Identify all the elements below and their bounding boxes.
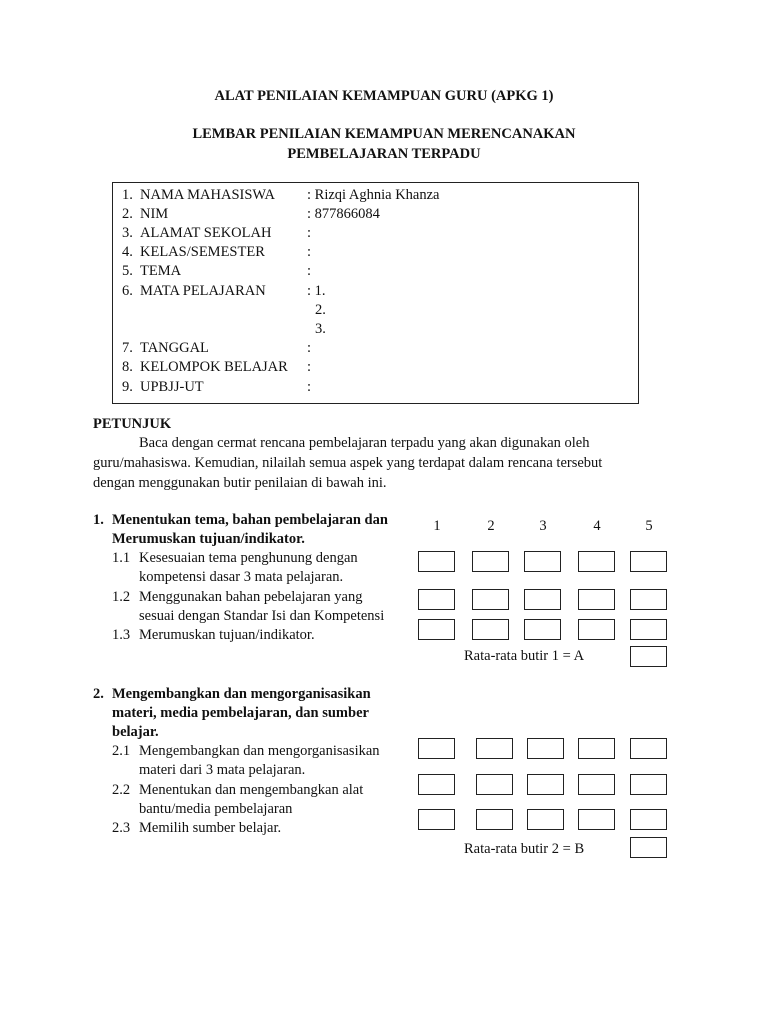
item-2-1-line-1: Mengembangkan dan mengorganisasikan	[139, 743, 380, 759]
section-2-title-line-3: belajar.	[112, 724, 159, 740]
score-box-1-1-3[interactable]	[524, 551, 561, 572]
score-box-2-2-4[interactable]	[578, 774, 615, 795]
item-1-2-line-1: Menggunakan bahan pebelajaran yang	[139, 589, 363, 605]
petunjuk-line-3: dengan menggunakan butir penilaian di bawah ini.	[93, 475, 387, 491]
score-box-2-1-5[interactable]	[630, 738, 667, 759]
score-box-1-3-4[interactable]	[578, 619, 615, 640]
info-label: MATA PELAJARAN	[140, 283, 266, 299]
average-2-label: Rata-rata butir 2 = B	[464, 841, 585, 857]
score-box-2-1-4[interactable]	[578, 738, 615, 759]
info-value: :	[307, 225, 312, 241]
item-2-1-number: 2.1	[112, 743, 131, 759]
info-value: : 1.	[307, 283, 326, 299]
info-label: UPBJJ-UT	[140, 379, 204, 395]
score-box-2-3-4[interactable]	[578, 809, 615, 830]
item-2-3-line-1: Memilih sumber belajar.	[139, 820, 282, 836]
score-box-1-1-2[interactable]	[472, 551, 509, 572]
score-box-1-2-1[interactable]	[418, 589, 455, 610]
item-1-1-line-1: Kesesuaian tema penghunung dengan	[139, 550, 358, 566]
score-box-1-2-2[interactable]	[472, 589, 509, 610]
item-1-2-number: 1.2	[112, 589, 131, 605]
info-label: KELOMPOK BELAJAR	[140, 359, 288, 375]
average-2-box[interactable]	[630, 837, 667, 858]
score-box-2-1-3[interactable]	[527, 738, 564, 759]
section-1-number: 1.	[93, 512, 104, 528]
average-1-label: Rata-rata butir 1 = A	[464, 648, 585, 664]
form-subtitle-line-1: LEMBAR PENILAIAN KEMAMPUAN MERENCANAKAN	[192, 126, 576, 142]
mapel-line-3: 3.	[315, 321, 326, 337]
info-num: 5.	[122, 263, 133, 279]
score-box-1-3-5[interactable]	[630, 619, 667, 640]
info-num: 7.	[122, 340, 133, 356]
petunjuk-heading: PETUNJUK	[93, 416, 172, 432]
score-box-1-2-5[interactable]	[630, 589, 667, 610]
info-num: 2.	[122, 206, 133, 222]
scale-label-2: 2	[487, 518, 495, 534]
scale-label-5: 5	[645, 518, 653, 534]
info-num: 3.	[122, 225, 133, 241]
average-1-box[interactable]	[630, 646, 667, 667]
score-box-1-3-2[interactable]	[472, 619, 509, 640]
item-2-2-number: 2.2	[112, 782, 131, 798]
scale-label-1: 1	[433, 518, 441, 534]
petunjuk-line-2: guru/mahasiswa. Kemudian, nilailah semua aspek yang terdapat dalam rencana tersebut	[93, 455, 603, 471]
form-subtitle-line-2: PEMBELAJARAN TERPADU	[287, 146, 481, 162]
info-label: KELAS/SEMESTER	[140, 244, 265, 260]
score-box-2-2-1[interactable]	[418, 774, 455, 795]
item-1-1-line-2: kompetensi dasar 3 mata pelajaran.	[139, 569, 344, 585]
score-box-2-3-3[interactable]	[527, 809, 564, 830]
scale-label-3: 3	[539, 518, 547, 534]
score-box-2-1-2[interactable]	[476, 738, 513, 759]
info-value: :	[307, 263, 312, 279]
score-box-1-1-1[interactable]	[418, 551, 455, 572]
score-box-2-2-3[interactable]	[527, 774, 564, 795]
score-box-2-3-5[interactable]	[630, 809, 667, 830]
section-2-title-line-1: Mengembangkan dan mengorganisasikan	[112, 686, 371, 702]
info-label: TEMA	[140, 263, 182, 279]
info-value: :	[307, 244, 312, 260]
info-label: NIM	[140, 206, 169, 222]
score-box-1-3-3[interactable]	[524, 619, 561, 640]
petunjuk-line-1: Baca dengan cermat rencana pembelajaran terpadu yang akan digunakan oleh	[139, 435, 590, 451]
item-2-1-line-2: materi dari 3 mata pelajaran.	[139, 762, 306, 778]
section-1-title-line-2: Merumuskan tujuan/indikator.	[112, 531, 305, 547]
score-box-2-3-1[interactable]	[418, 809, 455, 830]
section-2-title-line-2: materi, media pembelajaran, dan sumber	[112, 705, 369, 721]
score-box-1-1-5[interactable]	[630, 551, 667, 572]
info-value: : 877866084	[307, 206, 380, 222]
score-box-2-3-2[interactable]	[476, 809, 513, 830]
item-2-3-number: 2.3	[112, 820, 131, 836]
info-value: :	[307, 340, 312, 356]
score-box-2-2-2[interactable]	[476, 774, 513, 795]
item-2-2-line-1: Menentukan dan mengembangkan alat	[139, 782, 364, 798]
info-num: 6.	[122, 283, 133, 299]
mapel-line-2: 2.	[315, 302, 326, 318]
scale-label-4: 4	[593, 518, 601, 534]
info-num: 4.	[122, 244, 133, 260]
score-box-1-2-3[interactable]	[524, 589, 561, 610]
info-value: :	[307, 379, 312, 395]
item-2-2-line-2: bantu/media pembelajaran	[139, 801, 293, 817]
item-1-2-line-2: sesuai dengan Standar Isi dan Kompetensi	[139, 608, 385, 624]
section-1-title-line-1: Menentukan tema, bahan pembelajaran dan	[112, 512, 388, 528]
score-box-1-2-4[interactable]	[578, 589, 615, 610]
info-label: NAMA MAHASISWA	[140, 187, 275, 203]
info-num: 1.	[122, 187, 133, 203]
info-label: ALAMAT SEKOLAH	[140, 225, 272, 241]
info-value: :	[307, 359, 312, 375]
item-1-3-line-1: Merumuskan tujuan/indikator.	[139, 627, 315, 643]
item-1-3-number: 1.3	[112, 627, 131, 643]
info-num: 8.	[122, 359, 133, 375]
score-box-2-1-1[interactable]	[418, 738, 455, 759]
score-box-1-3-1[interactable]	[418, 619, 455, 640]
info-num: 9.	[122, 379, 133, 395]
info-value: : Rizqi Aghnia Khanza	[307, 187, 440, 203]
form-title: ALAT PENILAIAN KEMAMPUAN GURU (APKG 1)	[214, 88, 554, 104]
section-2-number: 2.	[93, 686, 104, 702]
item-1-1-number: 1.1	[112, 550, 131, 566]
score-box-1-1-4[interactable]	[578, 551, 615, 572]
info-label: TANGGAL	[140, 340, 209, 356]
score-box-2-2-5[interactable]	[630, 774, 667, 795]
